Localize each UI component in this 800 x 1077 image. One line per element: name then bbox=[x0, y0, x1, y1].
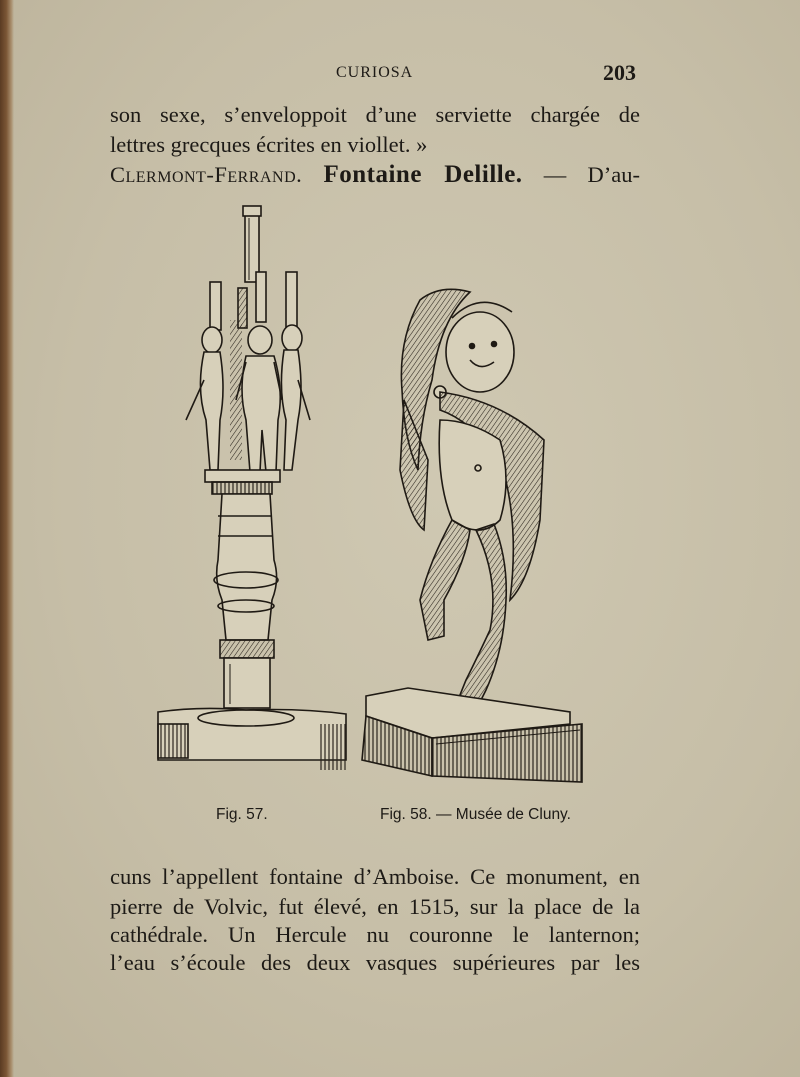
figure-right bbox=[281, 325, 310, 470]
fountain-name: Fontaine Delille. bbox=[323, 161, 523, 188]
text-line: cathédrale. Un Hercule nu couronne le lanternon; bbox=[110, 922, 640, 947]
text-line: pierre de Volvic, fut élevé, en 1515, sur la place de la bbox=[110, 894, 640, 919]
text-line: l’eau s’écoule des deux vasques supérieures par les bbox=[110, 950, 640, 975]
caption-fig58: Fig. 58. — Musée de Cluny. bbox=[380, 806, 571, 823]
text-line: lettres grecques écrites en viollet. » bbox=[110, 132, 428, 157]
text-continuation: — D’au- bbox=[543, 162, 640, 187]
caption-fig57: Fig. 57. bbox=[216, 806, 268, 823]
fig58-cherub-statue-illustration bbox=[362, 289, 582, 782]
text-line: son sexe, s’enveloppoit d’une serviette chargée de bbox=[110, 102, 640, 127]
text-line: cuns l’appellent fontaine d’Amboise. Ce monument, en bbox=[110, 864, 640, 889]
place-name: Clermont-Ferrand. bbox=[110, 162, 303, 187]
running-header: CURIOSA bbox=[336, 64, 414, 81]
fig57-candelabra-illustration bbox=[158, 206, 346, 770]
figure-center bbox=[236, 326, 282, 472]
figure-left bbox=[186, 327, 223, 470]
page-number: 203 bbox=[603, 60, 636, 85]
